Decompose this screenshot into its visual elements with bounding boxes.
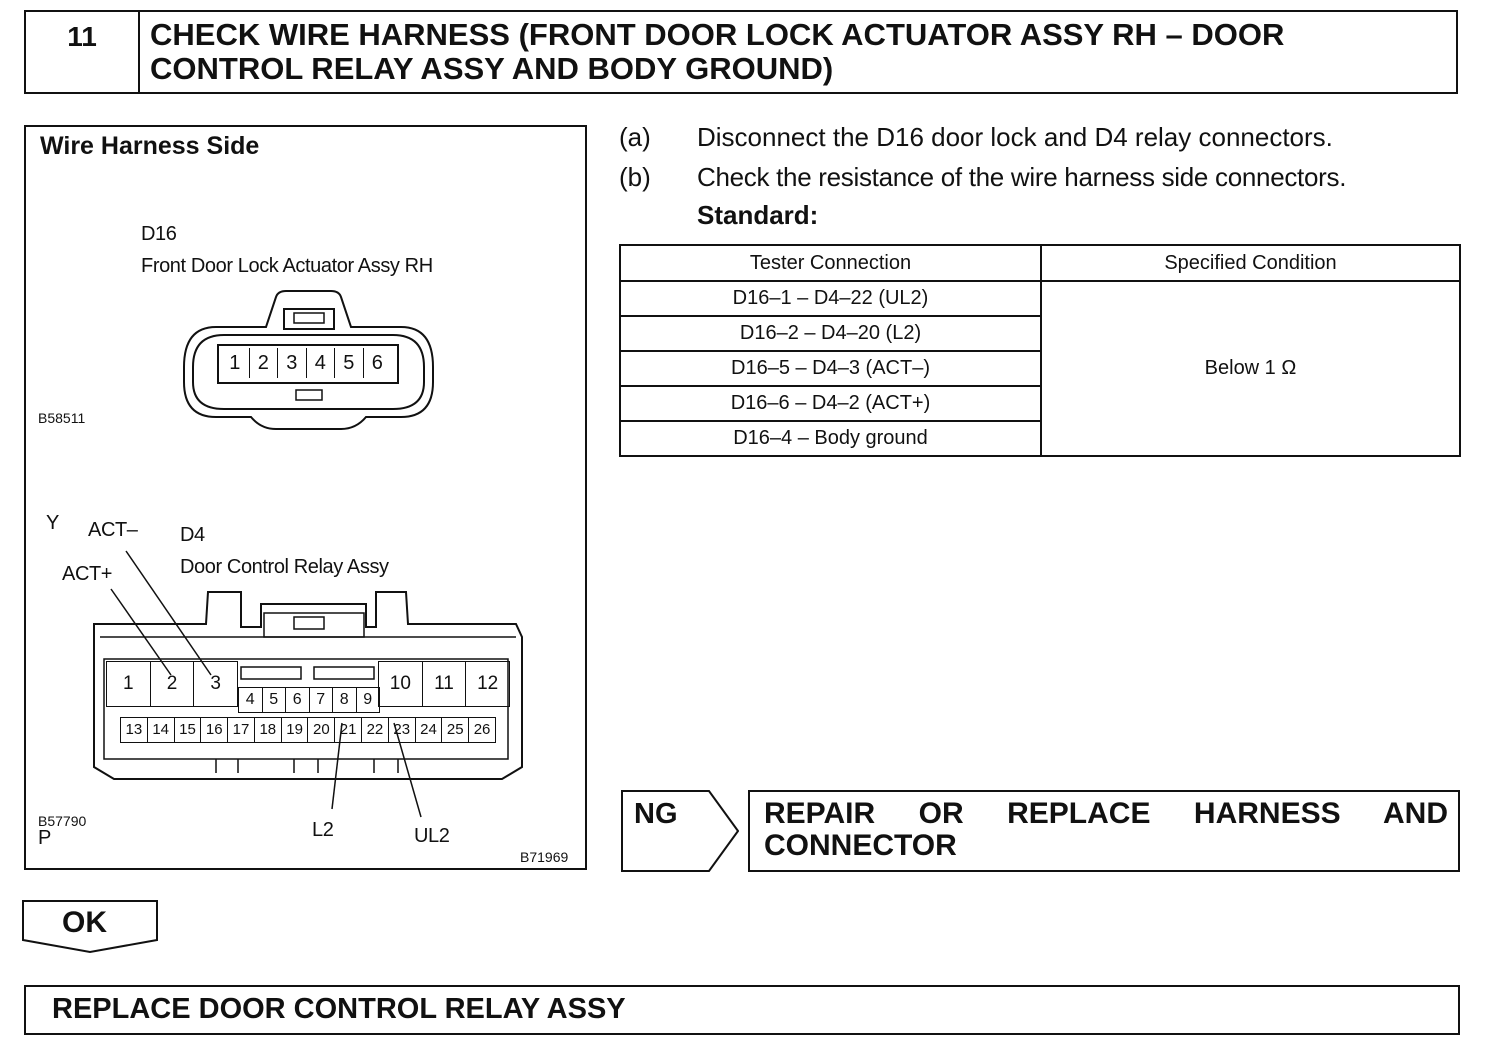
d4-pin: 12 [477, 673, 499, 694]
step-a-text: Disconnect the D16 door lock and D4 relay connectors. [697, 122, 1333, 152]
table-header: Specified Condition [1041, 245, 1460, 281]
d16-pin: 3 [278, 348, 307, 378]
condition-cell: Below 1 Ω [1041, 281, 1460, 456]
d4-pin: 8 [333, 688, 357, 712]
step-b-text: Check the resistance of the wire harness side connectors. [697, 162, 1347, 192]
d4-pin: 3 [210, 673, 221, 694]
d4-pin: 18 [255, 718, 282, 742]
table-cell: D16–5 – D4–3 (ACT–) [620, 351, 1041, 386]
ng-action-box [748, 790, 1460, 872]
d4-pin: 21 [335, 718, 362, 742]
table-cell: D16–6 – D4–2 (ACT+) [620, 386, 1041, 421]
standard-table [619, 244, 1461, 457]
d16-pin: 1 [221, 348, 250, 378]
d16-pin: 2 [250, 348, 279, 378]
step-number: 11 [26, 12, 140, 92]
d4-connector-drawing [26, 127, 585, 868]
d4-pin: 14 [148, 718, 175, 742]
d4-pin: 16 [201, 718, 228, 742]
step-title: CHECK WIRE HARNESS (FRONT DOOR LOCK ACTUATOR ASSY RH – DOOR CONTROL RELAY ASSY AND BODY GROUND) [150, 17, 1285, 86]
d4-pin: 2 [151, 662, 195, 706]
d4-pin: 11 [423, 662, 467, 706]
d4-pin: 4 [239, 688, 263, 712]
standard-label: Standard: [697, 200, 819, 230]
d4-name: Door Control Relay Assy [180, 556, 389, 578]
d4-pin: 13 [121, 718, 148, 742]
act-plus-label: ACT+ [62, 563, 113, 585]
d16-pin: 6 [371, 352, 383, 374]
d4-pin-row-top-left [106, 661, 238, 707]
ng-label: NG [634, 798, 678, 830]
d4-code: D4 [180, 524, 205, 546]
d4-pin: 7 [310, 688, 334, 712]
ok-action-text: REPLACE DOOR CONTROL RELAY ASSY [52, 993, 626, 1025]
d4-pin: 1 [107, 662, 151, 706]
d4-pin: 25 [442, 718, 469, 742]
d4-pin-row-bottom [120, 717, 496, 743]
d4-pin: 20 [308, 718, 335, 742]
step-header [24, 10, 1458, 94]
ok-action-box [24, 985, 1460, 1035]
d4-color-code: Y [46, 512, 59, 534]
d4-color-code-bottom: P [38, 827, 51, 849]
figure-ref: B71969 [520, 849, 569, 865]
d4-pin: 24 [416, 718, 443, 742]
table-cell: D16–2 – D4–20 (L2) [620, 316, 1041, 351]
ok-label: OK [62, 906, 107, 939]
d16-ref: B58511 [38, 410, 86, 426]
figure-title: Wire Harness Side [40, 132, 260, 160]
d4-pin: 22 [362, 718, 389, 742]
table-cell: D16–4 – Body ground [620, 421, 1041, 456]
step-a-marker: (a) [619, 122, 651, 152]
d4-pin: 26 [473, 721, 491, 738]
ul2-label: UL2 [414, 825, 450, 847]
d4-pin-row-top-right [378, 661, 510, 707]
d16-pin: 4 [307, 348, 336, 378]
d16-code: D16 [141, 223, 177, 245]
d4-pin: 15 [175, 718, 202, 742]
d4-pin-row-mid [238, 687, 380, 713]
wire-harness-figure [24, 125, 587, 870]
d4-pin: 10 [379, 662, 423, 706]
d16-name: Front Door Lock Actuator Assy RH [141, 255, 433, 277]
d4-pin: 6 [286, 688, 310, 712]
step-b-marker: (b) [619, 162, 651, 192]
table-cell: D16–1 – D4–22 (UL2) [620, 281, 1041, 316]
d16-pin: 5 [335, 348, 364, 378]
ng-action-text: REPAIR OR REPLACE HARNESS AND CONNECTOR [764, 797, 1448, 862]
d4-ref: B57790 [38, 813, 87, 829]
d4-pin: 23 [389, 718, 416, 742]
d4-pin: 5 [263, 688, 287, 712]
l2-label: L2 [312, 819, 334, 841]
act-minus-label: ACT– [88, 519, 138, 541]
d4-pin: 19 [282, 718, 309, 742]
table-header: Tester Connection [620, 245, 1041, 281]
d4-pin: 9 [363, 691, 373, 708]
d4-pin: 17 [228, 718, 255, 742]
